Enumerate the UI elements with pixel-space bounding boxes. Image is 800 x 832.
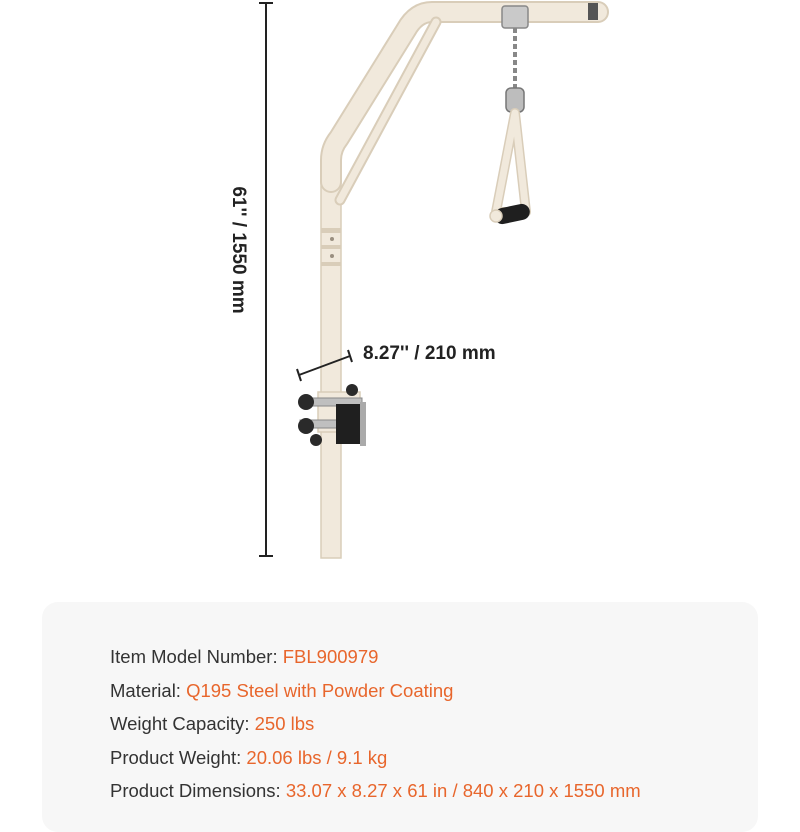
spec-row-model-number	[110, 640, 641, 674]
hanging-chain	[502, 6, 528, 112]
height-dimension-label: 61'' / 1550 mm	[228, 186, 249, 314]
spec-label: Weight Capacity:	[110, 713, 255, 734]
spec-row-product-weight	[110, 741, 641, 775]
width-dimension-label: 8.27'' / 210 mm	[363, 343, 496, 364]
spec-value: Q195 Steel with Powder Coating	[186, 679, 454, 701]
height-dimension-line	[259, 3, 273, 556]
spec-value: FBL900979	[282, 646, 379, 667]
arm-end-cap	[588, 3, 598, 20]
spec-label: Product Dimensions:	[110, 780, 286, 801]
spec-label: Item Model Number:	[110, 646, 283, 667]
trapeze-arm	[331, 12, 598, 200]
spec-label: Product Weight:	[110, 746, 247, 768]
trapeze-pole	[321, 180, 341, 558]
spec-value: 20.06 lbs / 9.1 kg	[246, 746, 388, 768]
spec-value: 250 lbs	[254, 713, 315, 734]
spec-row-weight-capacity	[110, 707, 641, 741]
spec-row-material	[110, 674, 641, 708]
spec-value: 33.07 x 8.27 x 61 in / 840 x 210 x 1550 mm	[285, 780, 641, 801]
trapeze-handle	[490, 113, 531, 226]
spec-row-product-dimensions	[110, 774, 641, 808]
spec-label: Material:	[110, 679, 187, 701]
spec-list	[110, 640, 641, 808]
